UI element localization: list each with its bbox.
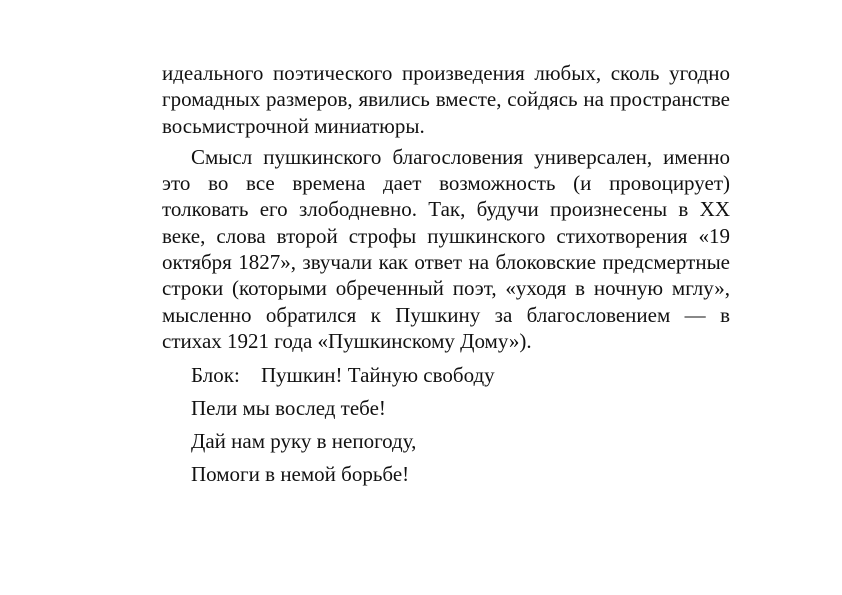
verse-quote xyxy=(162,362,730,487)
verse-line-2: Пели мы вослед тебе! xyxy=(191,396,386,421)
paragraph-continuation: идеального поэтического произведения любых, сколь угодно громадных размеров, явились вместе, сойдясь на пространстве восьмистрочной миниатюры. xyxy=(162,61,730,138)
paragraph-blessing: Смысл пушкинского благословения универсален, именно это во все времена дает возможность (и провоцирует) толковать его злободневно. Так, будучи произнесены в XX веке, слова второй строфы пушкинского стихотворения «19 октября 1827», звучали как ответ на блоковские предсмертные строки (которыми обреченный поэт, «уходя в ночную мглу», мысленно обратился к Пушкину за благословением — в стихах 1921 года «Пушкинскому Дому»). xyxy=(162,144,730,353)
document-text xyxy=(162,60,730,487)
verse-line-1 xyxy=(191,362,730,388)
verse-speaker: Блок: xyxy=(191,363,240,388)
verse-line-3: Дай нам руку в непогоду, xyxy=(191,429,417,454)
verse-line-4: Помоги в немой борьбе! xyxy=(191,462,410,487)
verse-line-text: Пушкин! Тайную свободу xyxy=(261,363,495,388)
